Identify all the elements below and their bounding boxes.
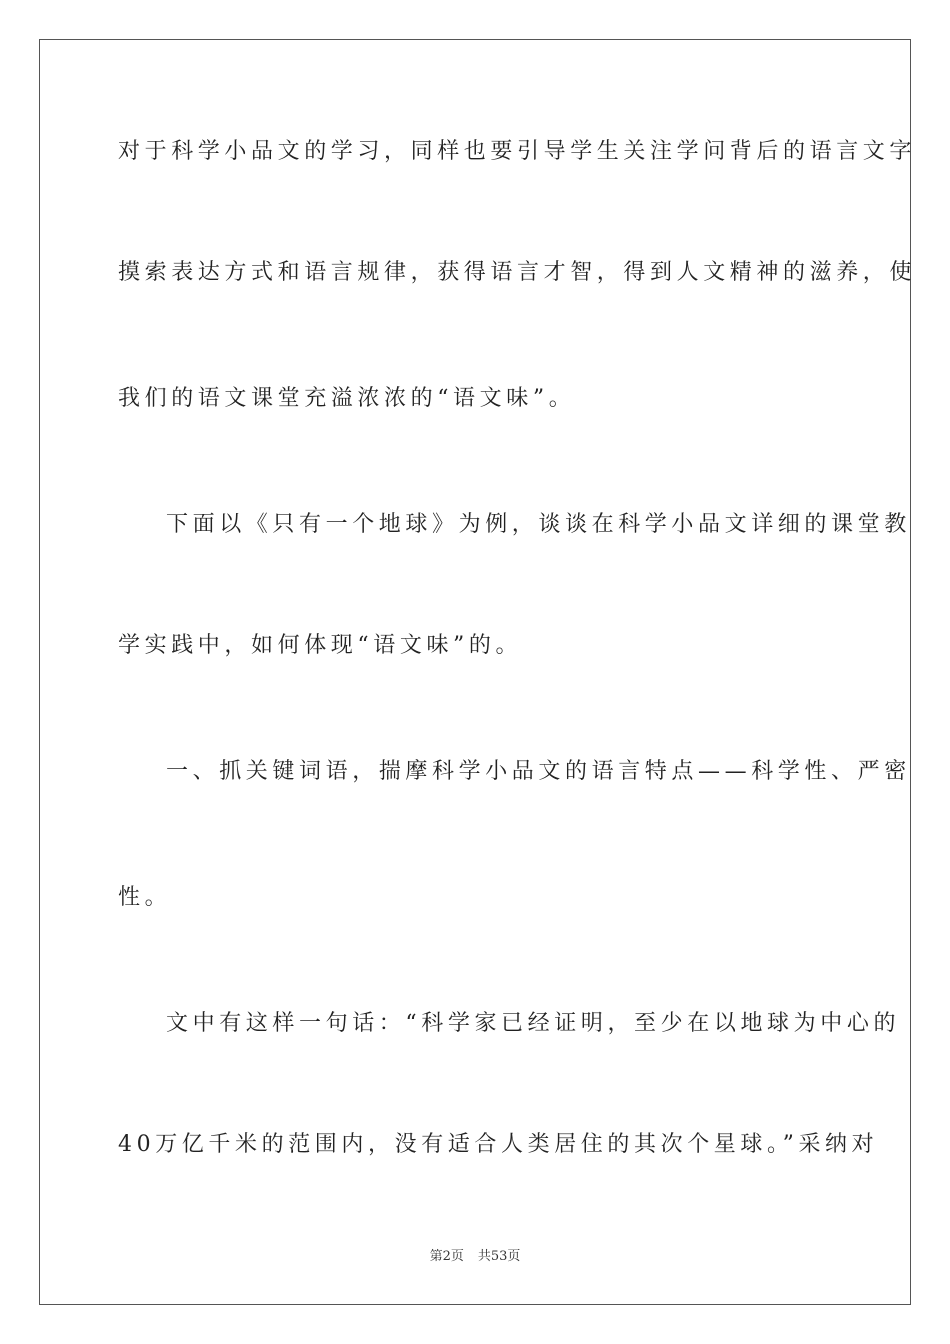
section-heading-line: 一、抓关键词语，揣摩科学小品文的语言特点——科学性、严密 — [166, 759, 911, 784]
body-text-line: 40万亿千米的范围内，没有适合人类居住的其次个星球。”采纳对 — [118, 1132, 879, 1157]
page-border — [39, 39, 917, 1305]
body-text-line: 摸索表达方式和语言规律，获得语言才智，得到人文精神的滋养，使 — [118, 260, 917, 285]
page-number: 第2页 — [429, 1249, 464, 1264]
paragraph-start-line: 文中有这样一句话：“科学家已经证明，至少在以地球为中心的 — [166, 1011, 901, 1036]
page-footer — [0, 1248, 950, 1266]
section-heading-line: 性。 — [118, 885, 172, 910]
body-text-line: 学实践中，如何体现“语文味”的。 — [118, 633, 523, 658]
paragraph-start-line: 下面以《只有一个地球》为例，谈谈在科学小品文详细的课堂教 — [166, 512, 911, 537]
body-text-line: 我们的语文课堂充溢浓浓的“语文味”。 — [118, 386, 576, 411]
total-pages: 共53页 — [477, 1249, 521, 1264]
body-text-line: 对于科学小品文的学习，同样也要引导学生关注学问背后的语言文字 — [118, 139, 917, 164]
